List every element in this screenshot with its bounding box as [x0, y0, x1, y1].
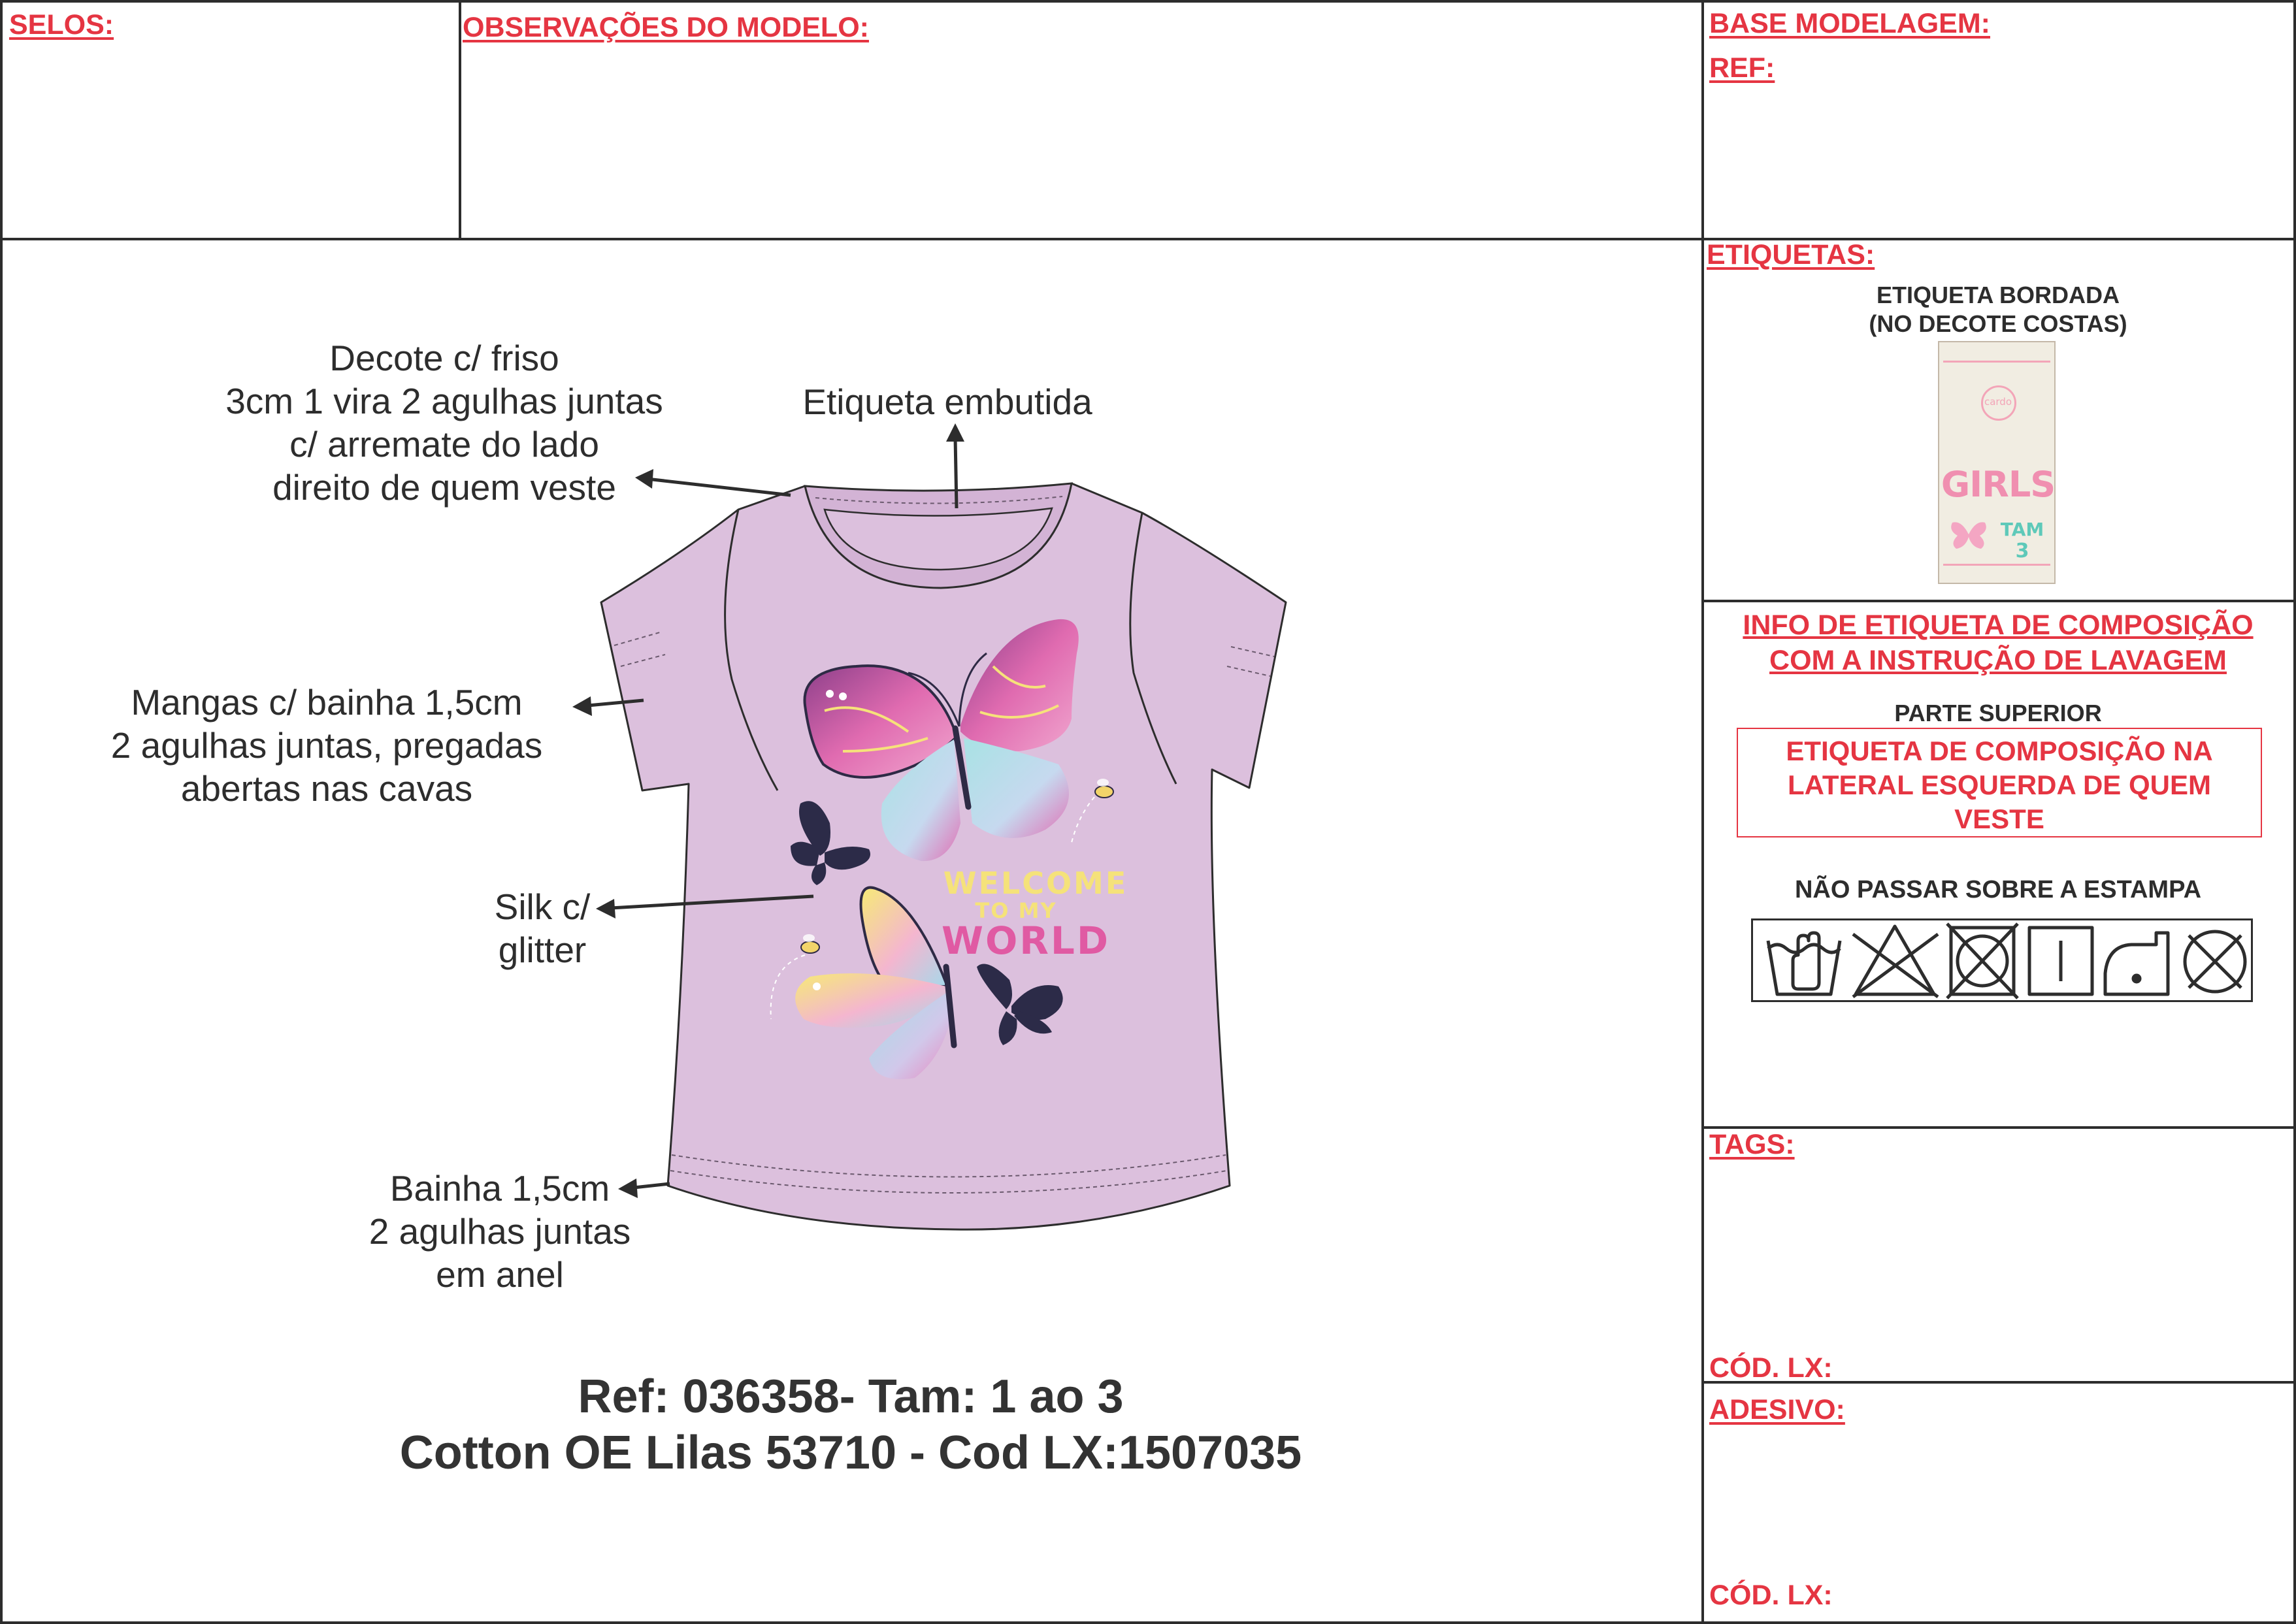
callout-decote-line2: 3cm 1 vira 2 agulhas juntas — [225, 381, 663, 421]
label-tam: TAM — [2000, 519, 2044, 540]
iron-low-icon — [2105, 933, 2168, 994]
base-modelagem-header: BASE MODELAGEM: — [1709, 8, 1990, 39]
ref-header: REF: — [1709, 52, 1775, 84]
callout-mangas-line3: abertas nas cavas — [180, 768, 473, 809]
callout-bainha-line3: em anel — [436, 1254, 564, 1295]
adesivo-header: ADESIVO: — [1709, 1394, 1845, 1425]
label-girls: GIRLS — [1941, 464, 2056, 505]
tags-header: TAGS: — [1709, 1129, 1795, 1160]
etiquetas-header: ETIQUETAS: — [1707, 239, 1875, 270]
composicao-title-line1: INFO DE ETIQUETA DE COMPOSIÇÃO — [1743, 609, 2254, 641]
callout-bainha-line2: 2 agulhas juntas — [369, 1211, 631, 1252]
composicao-note-line1: ETIQUETA DE COMPOSIÇÃO NA — [1786, 736, 2213, 766]
callout-decote-line3: c/ arremate do lado — [289, 424, 599, 464]
callout-bainha-line1: Bainha 1,5cm — [389, 1168, 610, 1209]
do-not-tumble-dry-icon — [1947, 924, 2018, 998]
callout-silk-line2: glitter — [498, 930, 587, 970]
composicao-note-line2: LATERAL ESQUERDA DE QUEM — [1788, 770, 2211, 800]
callout-mangas-line1: Mangas c/ bainha 1,5cm — [131, 682, 523, 723]
print-welcome: WELCOME — [943, 866, 1128, 901]
callout-decote-line4: direito de quem veste — [272, 467, 616, 508]
product-ref-line1: Ref: 036358- Tam: 1 ao 3 — [578, 1371, 1124, 1423]
label-size: 3 — [2015, 540, 2029, 562]
do-not-bleach-icon — [1853, 926, 1938, 997]
parte-superior-label: PARTE SUPERIOR — [1894, 700, 2102, 726]
selos-header: SELOS: — [9, 9, 114, 41]
etiqueta-caption-line2: (NO DECOTE COSTAS) — [1869, 310, 2127, 337]
adesivo-cod-lx: CÓD. LX: — [1709, 1580, 1833, 1611]
line-dry-icon — [2029, 928, 2092, 994]
etiqueta-caption-line1: ETIQUETA BORDADA — [1877, 282, 2120, 308]
callout-silk-line1: Silk c/ — [494, 886, 591, 927]
composicao-title-line2: COM A INSTRUÇÃO DE LAVAGEM — [1769, 645, 2227, 676]
product-ref-line2: Cotton OE Lilas 53710 - Cod LX:1507035 — [399, 1427, 1302, 1479]
print-world: WORLD — [941, 918, 1111, 963]
composicao-note-line3: VESTE — [1954, 804, 2044, 834]
print-to-my: TO MY — [975, 898, 1057, 923]
tags-cod-lx: CÓD. LX: — [1709, 1352, 1833, 1384]
callout-mangas-line2: 2 agulhas juntas, pregadas — [110, 725, 543, 766]
observacoes-header: OBSERVAÇÕES DO MODELO: — [463, 12, 869, 43]
hand-wash-icon — [1768, 933, 1840, 994]
callout-decote-line1: Decote c/ friso — [329, 338, 559, 378]
callout-etiqueta: Etiqueta embutida — [802, 382, 1092, 422]
nao-passar-warning: NÃO PASSAR SOBRE A ESTAMPA — [1794, 876, 2202, 903]
label-brand: cardo — [1984, 396, 2012, 408]
do-not-dry-clean-icon — [2185, 932, 2245, 992]
